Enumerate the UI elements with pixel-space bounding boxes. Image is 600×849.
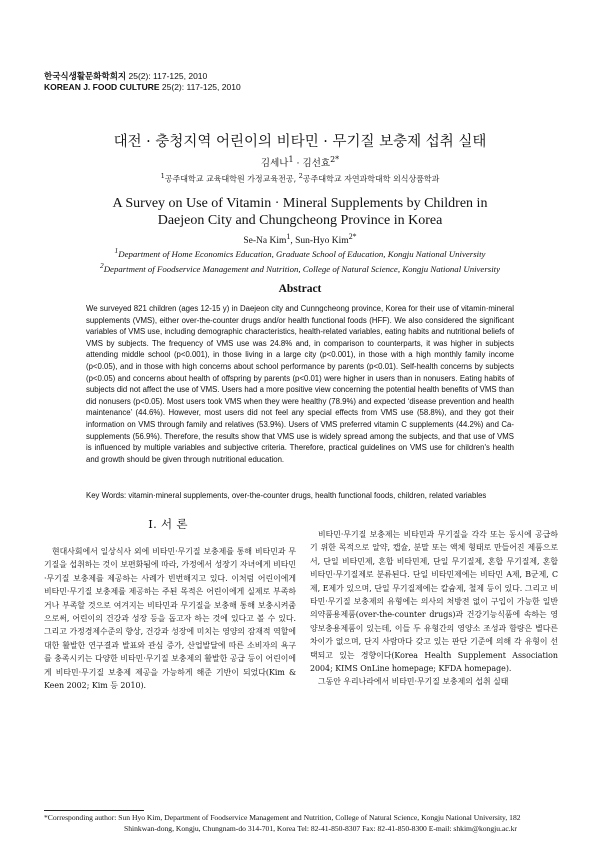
affil-text: 공주대학교 자연과학대학 외식상품학과 — [302, 174, 440, 184]
affil-mark: 2 — [298, 172, 303, 180]
keywords — [86, 491, 546, 500]
affiliations-korean — [0, 172, 600, 185]
title-korean: 대전 · 충청지역 어린이의 비타민 · 무기질 보충제 섭취 실태 — [113, 134, 487, 150]
affil-text: 공주대학교 교육대학원 가정교육전공, — [164, 174, 299, 184]
affil-mark: 2 — [100, 261, 104, 271]
author-affil-mark: 2 — [330, 155, 336, 164]
affil-text: Department of Foodservice Management and Nutrition, College of Natural Science, Kongju National University — [103, 264, 500, 275]
affil-english-line — [0, 260, 600, 275]
footnote-line: Shinkwan-dong, Kongju, Chungnam-do 314-701, Korea Tel: 82-41-850-8307 Fax: 82-41-850-8300 E-mail: shkim@kongju.ac.kr — [124, 823, 517, 833]
journal-header — [44, 71, 241, 93]
keywords-text: vitamin·mineral supplements, over-the-counter drugs, health functional foods, children, related variables — [128, 491, 487, 500]
abstract-body: We surveyed 821 children (ages 12-15 y) in Daejeon city and Cunngcheong province, Korea for their use of vitamin·mineral supplements (VMS), either over-the-counter drugs and/or health functional foods (HFF). We also considered the significant variables of VMS use, including demographic characteristics, health-related variables, eating habits and nutritional beliefs of VMS by subjects. The frequency of VMS use was 24.8% and, in comparison to counterparts, it was higher in subjects attending middle school (p<0.001), in those living in a large city (p<0.001), in those with a high monthly family income (p<0.05), and in those with high concerns about school performance by parents (p<0.01). Self-health concerns by subjects (p<0.05) and concerns about health of offspring by parents (p<0.01) were higher in users than in nonusers. Eating habits of subjects did not affect the use of VMS. Users had a more positive view concerning the potential health benefits of VMS than did nonusers (p<0.05). Most users took VMS when they were healthy (78.9%) and expected ‘disease prevention and health maintenance’ (44.6%). However, most users did not feel any special effects from VMS use (58.8%), and they got their information on VMS through family and relatives (53.9%). Users of VMS preferred vitamin C supplements (44.2%) and Ca-supplements (56.9%). Therefore, the results show that VMS use is widely spread among the subjects, and that use of VMS is influenced by multiple variables and subjective criteria. Therefore, practical guidelines on VMS use for children's health and growth should be given through nutritional education. — [86, 304, 514, 464]
affiliations-english — [0, 245, 600, 275]
affil-english-line — [0, 245, 600, 260]
paragraph-text: 비타민·무기질 보충제는 비타민과 무기질을 각각 또는 동시에 공급하기 위한 목적으로 알약, 캡슐, 분말 또는 액체 형태로 만들어진 제품으로서, 단일 비타민제, 혼합 비타민제, 단일 무기질제, 혼합 무기질제, 혼합 비타민·무기질제로 분류된다. 단일 비타민제에는 비타민 A제, B군제, C제, E제가 있으며, 단일 무기질제에는 칼슘제, 철제 등이 있다. 그리고 비타민·무기질 보충제의 유형에는 의사의 처방전 없이 구입이 가능한 일반의약품용제품(over-the-counter drugs)과 건강기능식품에 속하는 영양보충용제품이 있는데, 이들 두 유형간의 영양소 조성과 함량은 별다른 차이가 없으며, 단지 사람마다 갖고 있는 판단 기준에 의해 각 유형이 선택되고 있는 경향이다(Korea Health Supplement Association 2004; KIMS OnLine homepage; KFDA homepage). — [310, 530, 558, 674]
footnote-divider — [44, 810, 144, 811]
author-affil-mark: 2 — [348, 232, 353, 241]
journal-name-korean: 한국식생활문화학회지 — [44, 71, 127, 81]
paragraph-text: 그동안 우리나라에서 비타민·무기질 보충제의 섭취 실태 — [318, 677, 509, 687]
affil-mark: 1 — [114, 246, 119, 255]
author-name: Sun-Hyo Kim — [295, 236, 349, 247]
author-separator: , — [290, 236, 296, 247]
author-affil-mark: 1 — [286, 232, 291, 241]
author-name: 김세나 — [260, 158, 289, 170]
corresponding-author-footnote — [44, 813, 559, 834]
abstract-heading: Abstract — [278, 283, 322, 295]
author-name: Se-Na Kim — [243, 236, 287, 247]
journal-issue: 25(2): 117-125, 2010 — [159, 82, 241, 92]
title-english — [60, 195, 540, 229]
title-english-line: Daejeon City and Chungcheong Province in Korea — [157, 213, 443, 228]
title-english-line: A Survey on Use of Vitamin · Mineral Supplements by Children in — [112, 196, 488, 211]
journal-line-korean — [44, 71, 241, 82]
paragraph-text: 현대사회에서 일상식사 외에 비타민·무기질 보충제를 통해 비타민과 무기질을 섭취하는 것이 보편화됨에 따라, 가정에서 성장기 자녀에게 비타민·무기질 보충제를 제공하는 사례가 빈번해지고 있다. 이처럼 어린이에게 비타민·무기질 보충제를 제공하는 주된 목적은 어린이에게 실제로 부족하거나 부족할 것으로 여겨지는 비타민과 무기질을 보충해 통해 보충시켜줌으로써, 어린이의 건강과 성장 등을 돕고자 하는 것에 있다고 볼 수 있다. 그리고 가정경제수준의 향상, 건강과 성장에 미치는 영양의 잠재적 역할에 대한 활발한 연구결과 발표와 관심 증가, 산업발달에 따른 소비자의 욕구를 충족시키는 다양한 비타민·무기질 보충제의 활발한 공급 등이 어린이에게 비타민·무기질 보충제 제공을 가능하게 해준 기반이 되었다(Kim & Keen 2002; Kim 등 2010). — [44, 547, 296, 691]
journal-issue: 25(2): 117-125, 2010 — [126, 71, 208, 81]
corresponding-mark: * — [335, 155, 340, 164]
journal-line-english — [44, 82, 241, 93]
right-column-paragraph — [310, 675, 558, 688]
authors-korean — [0, 155, 600, 169]
section-heading-introduction: I. 서 론 — [148, 517, 188, 531]
author-name: 김선효 — [302, 158, 331, 170]
journal-name-english: KOREAN J. FOOD CULTURE — [44, 82, 160, 92]
author-separator: · — [293, 158, 303, 170]
footnote-line: *Corresponding author: Sun Hyo Kim, Department of Foodservice Management and Nutrition, College of Natural Science, Kongju National University, 182 — [44, 813, 521, 822]
corresponding-mark: * — [352, 232, 357, 241]
right-column — [310, 528, 558, 689]
author-affil-mark: 1 — [288, 155, 294, 164]
keywords-label: Key Words: — [86, 491, 129, 500]
affil-mark: 1 — [160, 172, 165, 180]
right-column-paragraph — [310, 528, 558, 675]
affil-text: Department of Home Economics Education, Graduate School of Education, Kongju National University — [118, 248, 486, 259]
left-column-paragraph — [44, 545, 296, 692]
